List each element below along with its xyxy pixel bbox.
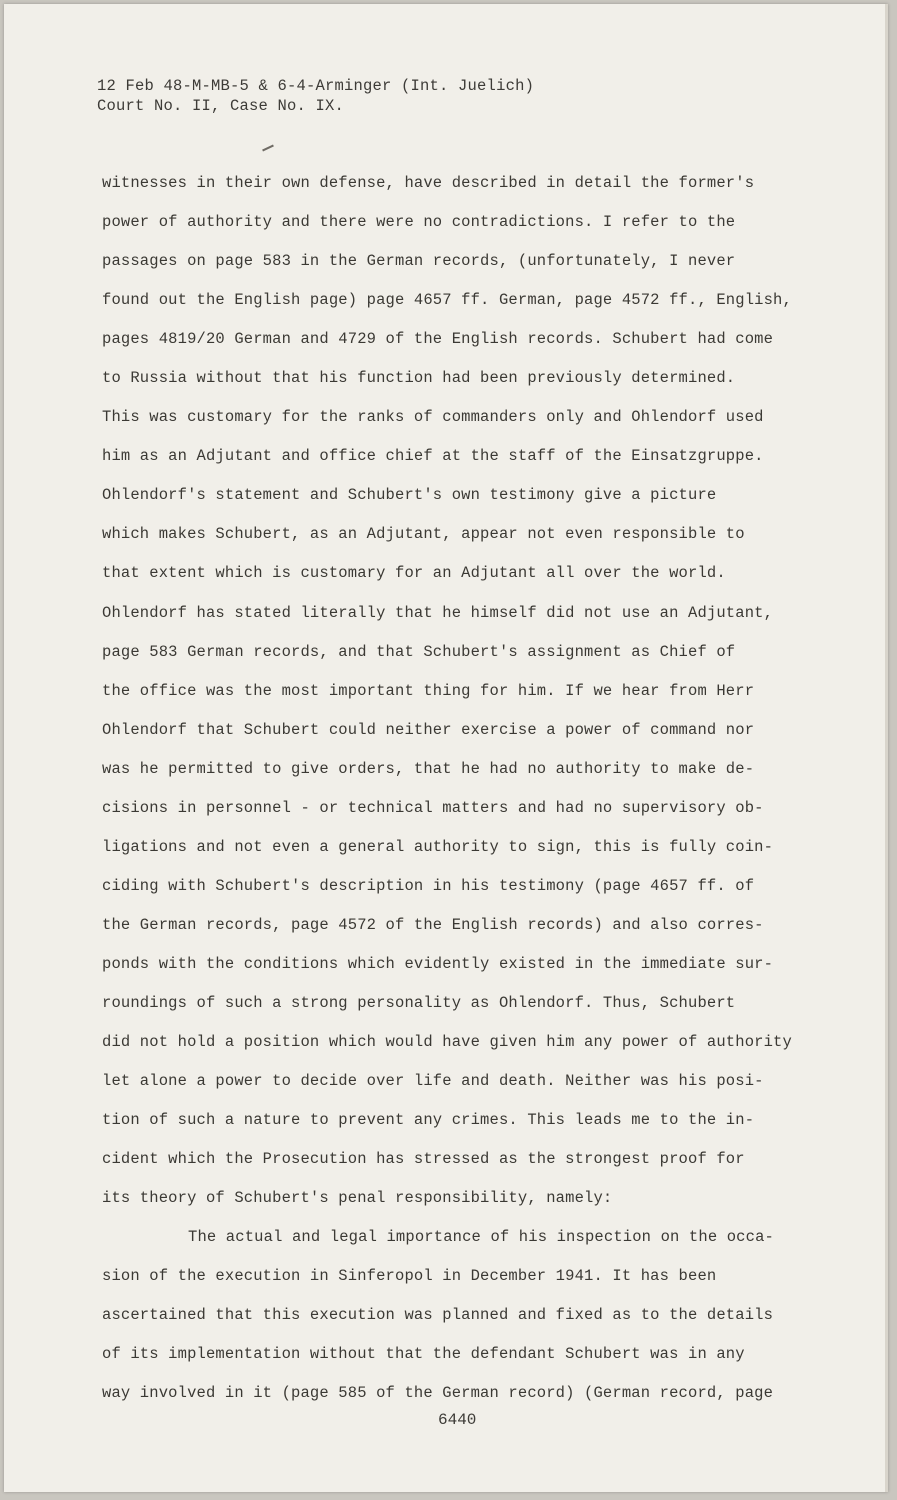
text-line: did not hold a position which would have given him any power of authority (102, 1033, 792, 1052)
text-line: pages 4819/20 German and 4729 of the English records. Schubert had come (102, 330, 774, 349)
text-line: cisions in personnel - or technical matters and had no supervisory ob- (102, 798, 764, 817)
text-line: way involved in it (page 585 of the German record) (German record, page (102, 1384, 774, 1403)
text-line: let alone a power to decide over life and death. Neither was his posi- (102, 1072, 764, 1091)
text-line: the office was the most important thing for him. If we hear from Herr (102, 681, 755, 700)
pencil-mark (262, 145, 274, 152)
text-line: tion of such a nature to prevent any crimes. This leads me to the in- (102, 1111, 755, 1130)
text-line: passages on page 583 in the German records, (unfortunately, I never (102, 252, 736, 271)
text-line: witnesses in their own defense, have described in detail the former's (102, 174, 755, 192)
text-line: sion of the execution in Sinferopol in December 1941. It has been (102, 1267, 717, 1286)
text-line: to Russia without that his function had been previously determined. (102, 369, 736, 388)
text-line: Ohlendorf's statement and Schubert's own testimony give a picture (102, 486, 717, 505)
text-line: ponds with the conditions which evidently existed in the immediate sur- (102, 954, 774, 973)
text-line: which makes Schubert, as an Adjutant, appear not even responsible to (102, 525, 745, 544)
text-line: page 583 German records, and that Schubert's assignment as Chief of (102, 642, 736, 661)
page-number: 6440 (438, 1411, 477, 1429)
text-line: roundings of such a strong personality as Ohlendorf. Thus, Schubert (102, 993, 736, 1012)
text-line: cident which the Prosecution has stressed as the strongest proof for (102, 1150, 745, 1169)
header-line-2: Court No. II, Case No. IX. (97, 97, 345, 115)
document-page (4, 4, 888, 1492)
text-line: ciding with Schubert's description in his testimony (page 4657 ff. of (102, 876, 755, 895)
text-line: Ohlendorf has stated literally that he himself did not use an Adjutant, (102, 603, 774, 622)
text-line: Ohlendorf that Schubert could neither exercise a power of command nor (102, 720, 755, 739)
text-line: This was customary for the ranks of commanders only and Ohlendorf used (102, 408, 764, 427)
text-line: was he permitted to give orders, that he had no authority to make de- (102, 759, 755, 778)
body-text (102, 170, 842, 1420)
text-line: power of authority and there were no contradictions. I refer to the (102, 213, 736, 232)
text-line: found out the English page) page 4657 ff. German, page 4572 ff., English, (102, 291, 792, 310)
text-line: its theory of Schubert's penal responsibility, namely: (102, 1189, 613, 1208)
text-line: him as an Adjutant and office chief at the staff of the Einsatzgruppe. (102, 447, 764, 466)
text-line: ligations and not even a general authority to sign, this is fully coin- (102, 837, 774, 856)
text-line: that extent which is customary for an Adjutant all over the world. (102, 564, 726, 583)
paragraph-start-line: The actual and legal importance of his inspection on the occa- (188, 1228, 774, 1247)
document-header (97, 76, 534, 116)
header-line-1: 12 Feb 48-M-MB-5 & 6-4-Arminger (Int. Juelich) (97, 77, 535, 95)
text-line: ascertained that this execution was planned and fixed as to the details (102, 1306, 774, 1325)
text-line: of its implementation without that the defendant Schubert was in any (102, 1345, 745, 1364)
text-line: the German records, page 4572 of the English records) and also corres- (102, 915, 764, 934)
